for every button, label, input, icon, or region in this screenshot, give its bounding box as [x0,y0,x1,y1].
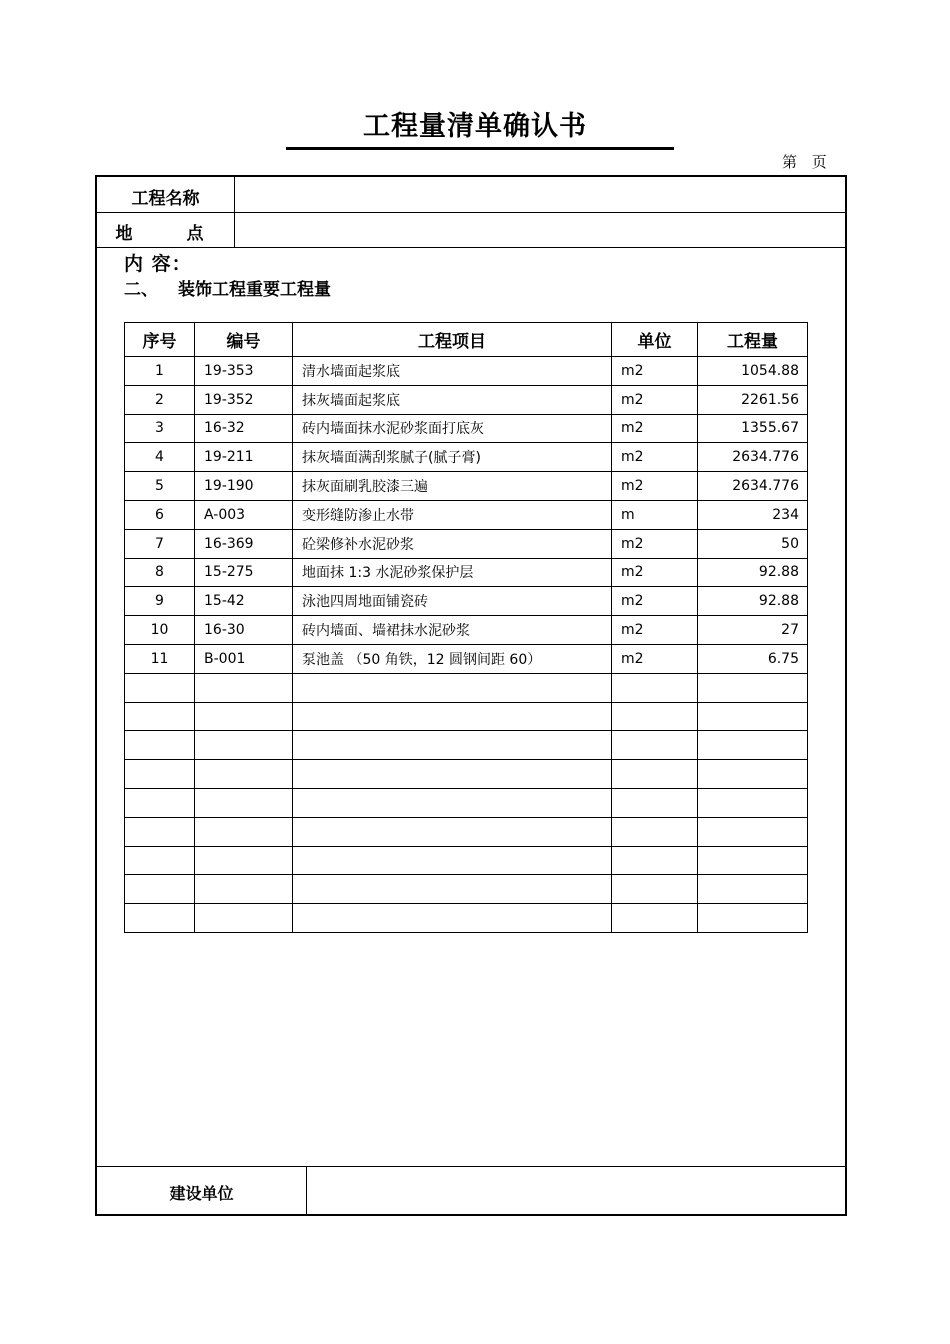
code-cell: B-001 [195,644,293,673]
construction-unit-label: 建设单位 [169,1184,234,1203]
table-row [125,443,808,472]
item-cell [293,702,612,731]
quantity-cell [698,673,808,702]
table-row [125,846,808,875]
unit-cell: m2 [612,587,698,616]
column-header-code: 编号 [195,323,293,357]
unit-cell: m [612,500,698,529]
quantity-cell [698,817,808,846]
quantity-cell [698,760,808,789]
item-cell [293,846,612,875]
code-cell [195,817,293,846]
table-row [125,817,808,846]
item-cell [293,760,612,789]
serial-cell [125,788,195,817]
unit-cell: m2 [612,443,698,472]
column-header-quantity: 工程量 [698,323,808,357]
table-row [125,500,808,529]
table-header-row [125,323,808,357]
quantity-cell [698,904,808,933]
column-header-serial: 序号 [125,323,195,357]
unit-cell [612,817,698,846]
unit-cell: m2 [612,472,698,501]
quantity-cell [698,846,808,875]
item-cell: 变形缝防渗止水带 [293,500,612,529]
header-column-divider [234,177,235,247]
code-cell: 19-211 [195,443,293,472]
unit-cell: m2 [612,616,698,645]
item-cell: 抹灰面刷乳胶漆三遍 [293,472,612,501]
quantity-cell: 1355.67 [698,414,808,443]
table-body [125,357,808,933]
section-number: 二、 [124,280,158,300]
serial-cell [125,760,195,789]
code-cell: 16-369 [195,529,293,558]
footer-divider [97,1166,845,1167]
table-row [125,673,808,702]
code-cell [195,702,293,731]
code-cell [195,904,293,933]
code-cell: 15-275 [195,558,293,587]
column-header-item: 工程项目 [293,323,612,357]
table-row [125,414,808,443]
serial-cell: 8 [125,558,195,587]
serial-cell: 3 [125,414,195,443]
quantity-cell: 2634.776 [698,443,808,472]
code-cell: A-003 [195,500,293,529]
item-cell: 砼梁修补水泥砂浆 [293,529,612,558]
title-underline [286,147,674,150]
unit-cell [612,875,698,904]
table-row [125,788,808,817]
item-cell: 泳池四周地面铺瓷砖 [293,587,612,616]
quantity-cell [698,731,808,760]
serial-cell [125,817,195,846]
code-cell: 19-352 [195,385,293,414]
document-title: 工程量清单确认书 [363,111,587,142]
item-cell [293,788,612,817]
unit-cell [612,904,698,933]
quantity-cell: 50 [698,529,808,558]
code-cell [195,673,293,702]
code-cell: 19-190 [195,472,293,501]
header-divider [97,247,845,248]
table-row [125,731,808,760]
quantity-cell: 1054.88 [698,357,808,386]
serial-cell: 7 [125,529,195,558]
section-heading [124,275,331,300]
code-cell [195,760,293,789]
unit-cell: m2 [612,385,698,414]
serial-cell: 9 [125,587,195,616]
unit-cell: m2 [612,644,698,673]
code-cell: 16-32 [195,414,293,443]
quantity-cell: 234 [698,500,808,529]
code-cell [195,788,293,817]
serial-cell: 2 [125,385,195,414]
code-cell: 19-353 [195,357,293,386]
table-row [125,875,808,904]
item-cell [293,817,612,846]
serial-cell [125,702,195,731]
page-number-label: 第 页 [782,153,832,171]
code-cell: 16-30 [195,616,293,645]
code-cell: 15-42 [195,587,293,616]
column-header-unit: 单位 [612,323,698,357]
table-row [125,616,808,645]
item-cell: 抹灰墙面起浆底 [293,385,612,414]
table-row [125,760,808,789]
quantity-cell: 2261.56 [698,385,808,414]
unit-cell [612,846,698,875]
unit-cell: m2 [612,414,698,443]
item-cell: 清水墙面起浆底 [293,357,612,386]
unit-cell [612,788,698,817]
item-cell: 砖内墙面抹水泥砂浆面打底灰 [293,414,612,443]
item-cell [293,731,612,760]
quantity-cell: 2634.776 [698,472,808,501]
quantity-cell [698,788,808,817]
item-cell: 地面抹 1:3 水泥砂浆保护层 [293,558,612,587]
content-label: 内 容： [124,253,192,275]
quantity-cell: 6.75 [698,644,808,673]
unit-cell [612,673,698,702]
header-divider [97,212,845,213]
table-row [125,472,808,501]
serial-cell: 1 [125,357,195,386]
quantity-cell [698,702,808,731]
section-title: 装饰工程重要工程量 [178,280,331,300]
unit-cell [612,760,698,789]
table-row [125,558,808,587]
unit-cell: m2 [612,558,698,587]
code-cell [195,875,293,904]
code-cell [195,846,293,875]
unit-cell [612,702,698,731]
table-row [125,644,808,673]
unit-cell [612,731,698,760]
serial-cell [125,846,195,875]
table-row [125,587,808,616]
footer-column-divider [306,1166,307,1214]
project-name-label: 工程名称 [131,189,200,209]
serial-cell [125,904,195,933]
quantity-table [124,322,808,933]
unit-cell: m2 [612,357,698,386]
item-cell: 泵池盖 （50 角铁，12 圆钢间距 60） [293,644,612,673]
serial-cell: 6 [125,500,195,529]
table-row [125,385,808,414]
item-cell [293,904,612,933]
code-cell [195,731,293,760]
item-cell: 抹灰墙面满刮浆腻子(腻子膏) [293,443,612,472]
table-row [125,904,808,933]
serial-cell [125,673,195,702]
location-label: 地 点 [115,224,228,244]
unit-cell: m2 [612,529,698,558]
item-cell [293,673,612,702]
serial-cell [125,875,195,904]
item-cell [293,875,612,904]
quantity-cell: 27 [698,616,808,645]
table-row [125,357,808,386]
quantity-cell: 92.88 [698,587,808,616]
serial-cell: 10 [125,616,195,645]
serial-cell: 11 [125,644,195,673]
serial-cell: 5 [125,472,195,501]
quantity-cell [698,875,808,904]
table-row [125,702,808,731]
serial-cell: 4 [125,443,195,472]
table-row [125,529,808,558]
serial-cell [125,731,195,760]
item-cell: 砖内墙面、墙裙抹水泥砂浆 [293,616,612,645]
quantity-cell: 92.88 [698,558,808,587]
